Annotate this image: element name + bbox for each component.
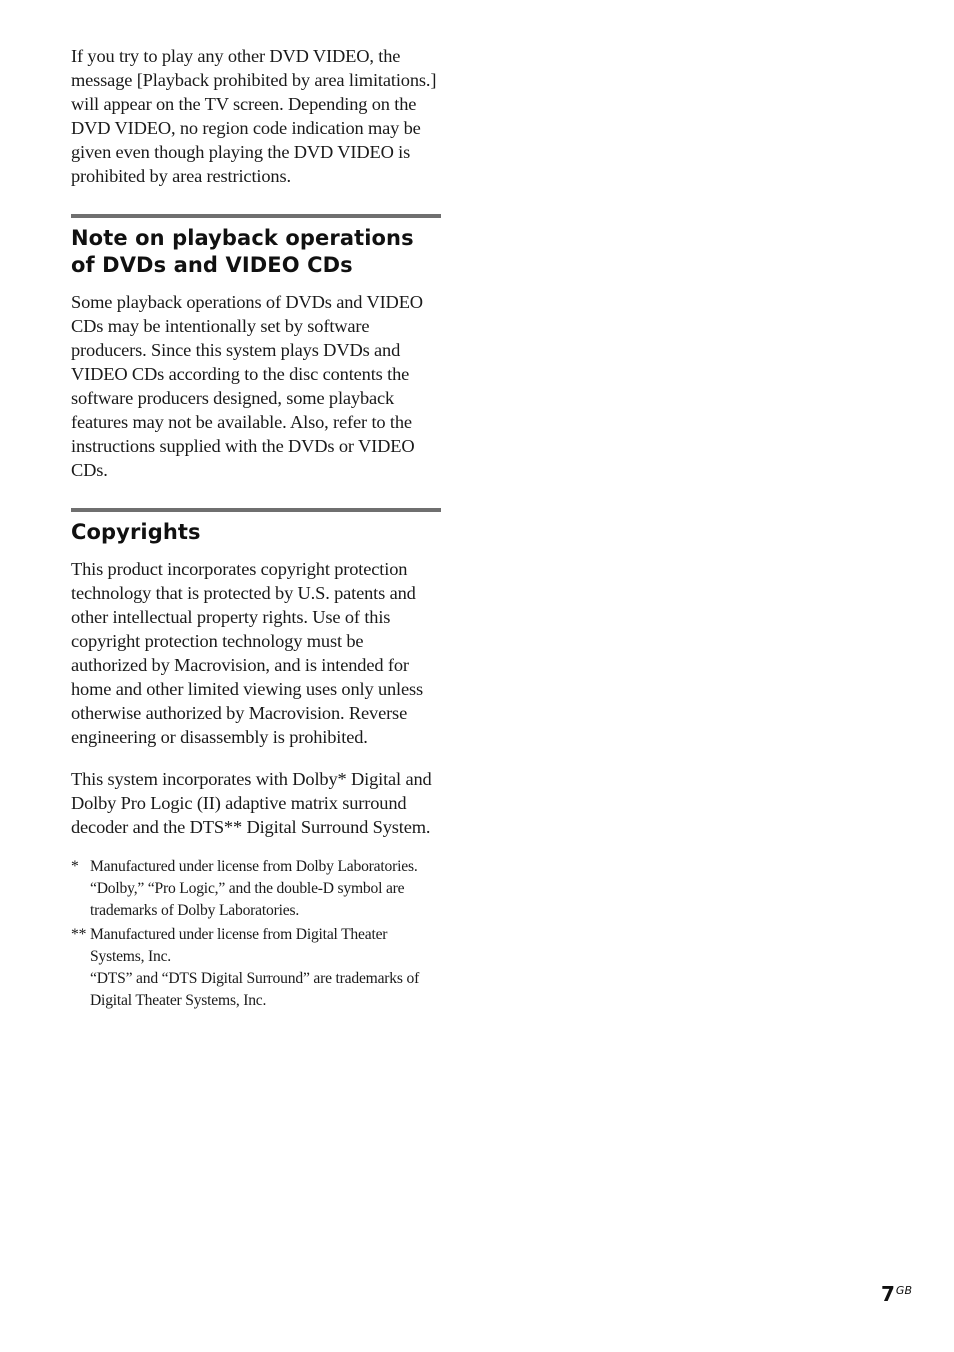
footnote-text: Manufactured under license from Digital Theater Systems, Inc. [90, 926, 388, 965]
page-number [881, 1282, 912, 1306]
copyrights-paragraph-1: This product incorporates copyright protection technology that is protected by U.S. patents and other intellectual property rights. Use of this copyright protection technology must be authorized by Macrovision, and is intended for home and other limited viewing uses only unless otherwise authorized by Macrovision. Reverse engineering or disassembly is prohibited. [71, 559, 424, 747]
section-heading-playback: Note on playback operations of DVDs and VIDEO CDs [71, 226, 414, 277]
copyrights-paragraph-2: This system incorporates with Dolby* Digital and Dolby Pro Logic (II) adaptive matrix surround decoder and the DTS** Digital Surround System. [71, 769, 432, 837]
footnote-text: “DTS” and “DTS Digital Surround” are trademarks of Digital Theater Systems, Inc. [90, 970, 420, 1009]
intro-paragraph: If you try to play any other DVD VIDEO, the message [Playback prohibited by area limitations.] will appear on the TV screen. Depending on the DVD VIDEO, no region code indication may be given even though playing the DVD VIDEO is prohibited by area restrictions. [71, 46, 437, 186]
playback-paragraph: Some playback operations of DVDs and VIDEO CDs may be intentionally set by software producers. Since this system plays DVDs and VIDEO CDs according to the disc contents the software producers designed, some playback features may not be available. Also, refer to the instructions supplied with the DVDs or VIDEO CDs. [71, 292, 423, 480]
page-number-suffix: GB [895, 1284, 912, 1297]
footnote-text: “Dolby,” “Pro Logic,” and the double-D symbol are trademarks of Dolby Laboratories. [90, 880, 405, 919]
text-column [71, 44, 441, 1012]
footnote-item [71, 856, 441, 922]
footnote-mark: * [71, 858, 79, 875]
footnotes [71, 856, 441, 1012]
section-heading-copyrights: Copyrights [71, 520, 201, 544]
footnote-text: Manufactured under license from Dolby Laboratories. [90, 858, 418, 875]
footnote-item [71, 924, 441, 1012]
footnote-mark: ** [71, 926, 87, 943]
page-number-value: 7 [881, 1282, 895, 1306]
